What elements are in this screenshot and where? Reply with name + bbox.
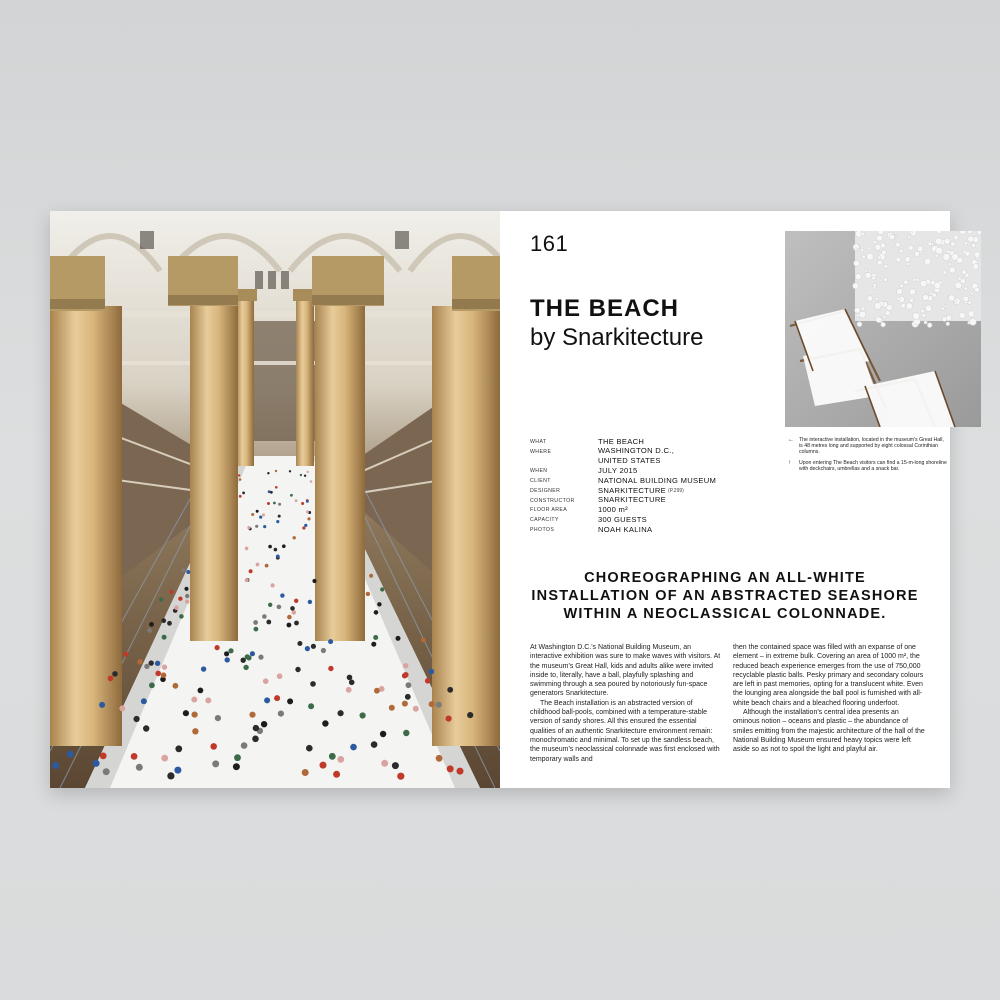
fact-value: 1000 m² <box>598 505 628 515</box>
fact-value: JULY 2015 <box>598 465 638 475</box>
body-column-1 <box>530 643 722 764</box>
body-text <box>530 643 925 764</box>
fact-label: PHOTOS <box>530 527 555 534</box>
fact-row <box>530 466 750 476</box>
fact-label: WHERE <box>530 448 552 455</box>
fact-row <box>530 476 750 486</box>
fact-row <box>530 437 750 447</box>
fact-value: NOAH KALINA <box>598 524 653 534</box>
arrow-left-icon: ← <box>788 437 794 443</box>
caption-text: The interactive installation, located in the museum's Great Hall, is 48 metres long and supported by eight colossal Corinthian columns. <box>799 437 944 456</box>
great-hall-photo <box>50 211 500 788</box>
project-subtitle: by Snarkitecture <box>530 324 704 351</box>
deckchair-photo <box>785 231 981 427</box>
paragraph: then the contained space was filled with an expanse of one element – in extreme bulk. Covering an area of 1000 m², the reduced beach experience emerges from the use of 750,000 recyclable plastic balls. Pesky primary and secondary colours are left in past memories, opting for a translucent white. Even the lounging area alongside the ball pool is furnished with all-white beach chairs and a bleached flooring underfoot. <box>733 644 924 707</box>
book-spread <box>50 211 950 788</box>
fact-label: WHAT <box>530 438 547 445</box>
fact-row <box>530 506 750 516</box>
fact-row <box>530 486 750 496</box>
fact-row <box>530 496 750 506</box>
fact-label: CAPACITY <box>530 517 559 524</box>
photo-captions <box>788 437 948 476</box>
fact-value: 300 GUESTS <box>598 514 648 524</box>
fact-label: WHEN <box>530 468 548 475</box>
fact-value: THE BEACH <box>598 436 645 446</box>
caption-top-photo <box>788 460 948 472</box>
fact-row <box>530 457 750 467</box>
fact-value: UNITED STATES <box>598 456 661 466</box>
fact-row <box>530 515 750 525</box>
fact-value: NATIONAL BUILDING MUSEUM <box>598 475 717 485</box>
caption-text: Upon entering The Beach visitors can find a 15-m-long shoreline with deckchairs, umbrellas and a snack bar. <box>799 459 947 472</box>
paragraph: At Washington D.C.'s National Building Museum, an interactive exhibition was sure to make waves with visitors. At the museum's Great Hall, kids and adults alike were invited inside to, literally, have a ball, playfully splashing and swimming through a sea poured by notoriously fun-space generators Snarkitecture. <box>530 644 721 698</box>
body-column-2 <box>733 643 925 764</box>
fact-value: WASHINGTON D.C., <box>598 446 675 456</box>
fact-row <box>530 525 750 535</box>
fact-label: CLIENT <box>530 478 551 485</box>
page-number: 161 <box>530 231 569 256</box>
fact-label: FLOOR AREA <box>530 507 568 514</box>
arrow-up-icon: ↑ <box>788 459 791 466</box>
caption-left-photo <box>788 437 948 456</box>
project-facts <box>530 437 750 535</box>
paragraph: Although the installation's central idea presents an ominous notion – oceans and plastic – the abundance of smiles emitting from the majestic architecture of the hall of the National Building Museum ensured heavy topics were left aside so as not to spoil the light and playful air. <box>733 709 925 754</box>
headline: CHOREOGRAPHING AN ALL-WHITE INSTALLATION OF AN ABSTRACTED SEASHORE WITHIN A NEOCLASSICAL COLONNADE. <box>531 570 919 622</box>
fact-value: SNARKITECTURE <box>598 495 667 505</box>
fact-label: CONSTRUCTOR <box>530 497 575 504</box>
article-page <box>500 211 950 788</box>
fact-note: (P.299) <box>668 487 684 494</box>
fact-row <box>530 447 750 457</box>
fact-value: SNARKITECTURE <box>598 485 667 495</box>
fact-label: DESIGNER <box>530 487 561 494</box>
paragraph: The Beach installation is an abstracted version of childhood ball-pools, combined with a temperature-stable version of sandy shores. All this ensured the essential qualities of an authentic Snarkitecture environment remain: monochromatic and minimal. To set up the sandless beach, the museum's neoclassical colonnade was first enclosed with temporary walls and <box>530 699 720 763</box>
project-title: THE BEACH <box>530 295 680 322</box>
